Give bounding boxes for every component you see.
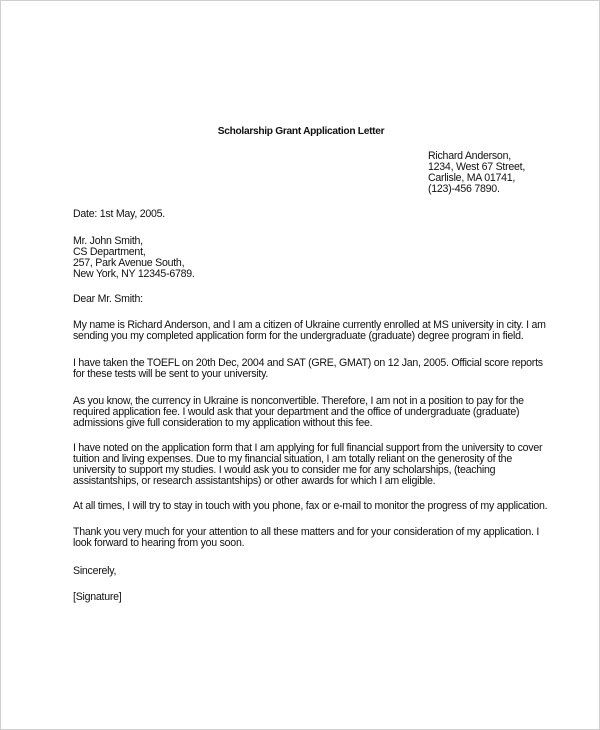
paragraph-line: I have taken the TOEFL on 20th Dec, 2004 and SAT (GRE, GMAT) on 12 Jan, 2005. Official score reports (73, 357, 543, 369)
salutation: Dear Mr. Smith: (73, 293, 143, 305)
sender-line: (123)-456 7890. (428, 183, 500, 195)
paragraph-line: for these tests will be sent to your university. (73, 368, 269, 380)
paragraph-line: university to support my studies. I would ask you to consider me for any scholarships, (teaching (73, 464, 496, 476)
recipient-line: Mr. John Smith, (73, 235, 143, 247)
paragraph-line: sending you my completed application form for the undergraduate (graduate) degree program in field. (73, 330, 524, 342)
sender-line: Carlisle, MA 01741, (428, 172, 516, 184)
sender-line: 1234, West 67 Street, (428, 161, 526, 173)
recipient-line: 257, Park Avenue South, (73, 257, 185, 269)
recipient-address (73, 236, 195, 280)
sender-address (428, 151, 525, 195)
paragraph-intro (73, 320, 546, 342)
paragraph-tests (73, 358, 543, 380)
paragraph-fee (73, 396, 524, 429)
recipient-line: New York, NY 12345-6789. (73, 268, 195, 280)
paragraph-line: Thank you very much for your attention to all these matters and for your consideration of my application. I (73, 526, 540, 538)
signature-placeholder: [Signature] (73, 591, 122, 603)
closing: Sincerely, (73, 565, 117, 577)
paragraph-line: admissions give full consideration to my application without this fee. (73, 417, 373, 429)
paragraph-line: required application fee. I would ask that your department and the office of undergraduate (graduate) (73, 406, 520, 418)
sender-line: Richard Anderson, (428, 150, 511, 162)
paragraph-line: I have noted on the application form that I am applying for full financial support from the university to cover (73, 442, 543, 454)
paragraph-line: At all times, I will try to stay in touch with you phone, fax or e-mail to monitor the progress of my application. (73, 500, 548, 512)
letter-title: Scholarship Grant Application Letter (217, 126, 385, 137)
recipient-line: CS Department, (73, 246, 146, 258)
paragraph-thanks (73, 527, 539, 549)
paragraph-line: assistantships, or research assistantships) or other awards for which I am eligible. (73, 475, 436, 487)
paragraph-line: My name is Richard Anderson, and I am a citizen of Ukraine currently enrolled at MS university in city. I am (73, 319, 546, 331)
letter-date: Date: 1st May, 2005. (73, 208, 165, 220)
paragraph-line: look forward to hearing from you soon. (73, 537, 245, 549)
paragraph-line: As you know, the currency in Ukraine is nonconvertible. Therefore, I am not in a position to pay for the (73, 395, 524, 407)
paragraph-financial (73, 443, 542, 487)
paragraph-contact (73, 501, 547, 512)
paragraph-line: tuition and living expenses. Due to my financial situation, I am totally reliant on the generosity of the (73, 453, 512, 465)
